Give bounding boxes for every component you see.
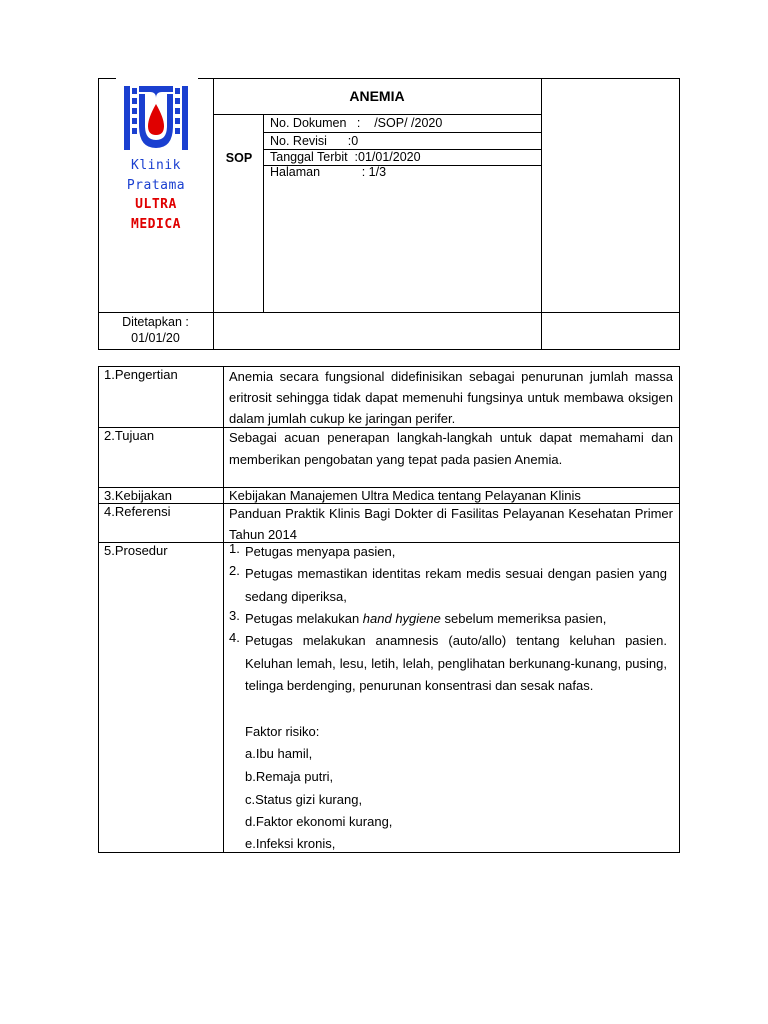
step-number: 3. (229, 608, 240, 623)
section-text-pengertian: Anemia secara fungsional didefinisikan sebagai penurunan jumlah massa eritrosit sehingga tidak dapat memenuhi fungsinya untuk membawa oksigen dalam jumlah cukup ke jaringan perifer. (229, 369, 673, 426)
logo-border-gap (116, 76, 198, 80)
logo-emblem-icon (120, 84, 192, 152)
step-text: Petugas melakukan anamnesis (auto/allo) tentang keluhan pasien. Keluhan lemah, lesu, letih, lelah, penglihatan berkunang-kunang, pusing, telinga berdenging, penurunan konsentrasi dan sesak nafas. (245, 633, 667, 693)
logo-text (108, 156, 204, 234)
header-divider (213, 78, 214, 350)
prosedur-step (229, 541, 673, 563)
step-number: 4. (229, 630, 240, 645)
risk-factor-title: Faktor risiko: (245, 724, 320, 739)
step-text (245, 608, 667, 631)
content-column-divider (223, 366, 224, 853)
logo-line-medica: MEDICA (131, 216, 181, 232)
step-text-pre: Petugas melakukan (245, 611, 363, 626)
doc-type-label: SOP (225, 151, 253, 165)
blood-drop-icon (148, 104, 164, 135)
step-text-emphasis: hand hygiene (362, 611, 441, 626)
header-divider (541, 78, 542, 350)
ditetapkan-label: Ditetapkan : (122, 315, 189, 329)
section-text-tujuan: Sebagai acuan penerapan langkah-langkah untuk dapat memahami dan memberikan pengobatan yang tepat pada pasien Anemia. (229, 430, 673, 467)
risk-factor-item: c.Status gizi kurang, (245, 792, 363, 807)
prosedur-step (229, 563, 673, 608)
prosedur-step (229, 630, 673, 722)
section-label-prosedur: 5.Prosedur (104, 543, 168, 558)
section-text-kebijakan: Kebijakan Manajemen Ultra Medica tentang Pelayanan Klinis (229, 488, 581, 503)
step-text: Petugas memastikan identitas rekam medis sesuai dengan pasien yang sedang diperiksa, (245, 566, 667, 604)
step-number: 2. (229, 563, 240, 578)
step-text-post: sebelum memeriksa pasien, (440, 611, 607, 626)
section-label-kebijakan: 3.Kebijakan (104, 488, 172, 503)
risk-factor-item: a.Ibu hamil, (245, 746, 313, 761)
logo-line-klinik: Klinik (131, 158, 181, 173)
section-label-tujuan: 2.Tujuan (104, 428, 155, 443)
issue-date: Tanggal Terbit :01/01/2020 (270, 150, 421, 164)
revision-number: No. Revisi :0 (270, 134, 359, 148)
page-title: ANEMIA (349, 88, 405, 104)
risk-factor-item: d.Faktor ekonomi kurang, (245, 814, 393, 829)
logo-line-pratama: Pratama (126, 177, 186, 193)
section-text-referensi: Panduan Praktik Klinis Bagi Dokter di Fasilitas Pelayanan Kesehatan Primer Tahun 2014 (229, 506, 673, 542)
section-label-pengertian: 1.Pengertian (104, 367, 178, 382)
risk-factor-item: b.Remaja putri, (245, 769, 334, 784)
page-number: Halaman : 1/3 (270, 165, 387, 179)
header-divider (263, 114, 264, 312)
step-text: Petugas menyapa pasien, (245, 544, 396, 559)
logo-line-ultra: ULTRA (135, 197, 177, 212)
step-number: 1. (229, 541, 240, 556)
doc-number: No. Dokumen : /SOP/ /2020 (270, 116, 443, 130)
header-divider (98, 312, 680, 313)
risk-factor-item: e.Infeksi kronis, (245, 836, 336, 851)
prosedur-step (229, 608, 673, 630)
clinic-logo (120, 84, 192, 152)
section-label-referensi: 4.Referensi (104, 504, 171, 519)
ditetapkan-date: 01/01/20 (131, 331, 180, 345)
